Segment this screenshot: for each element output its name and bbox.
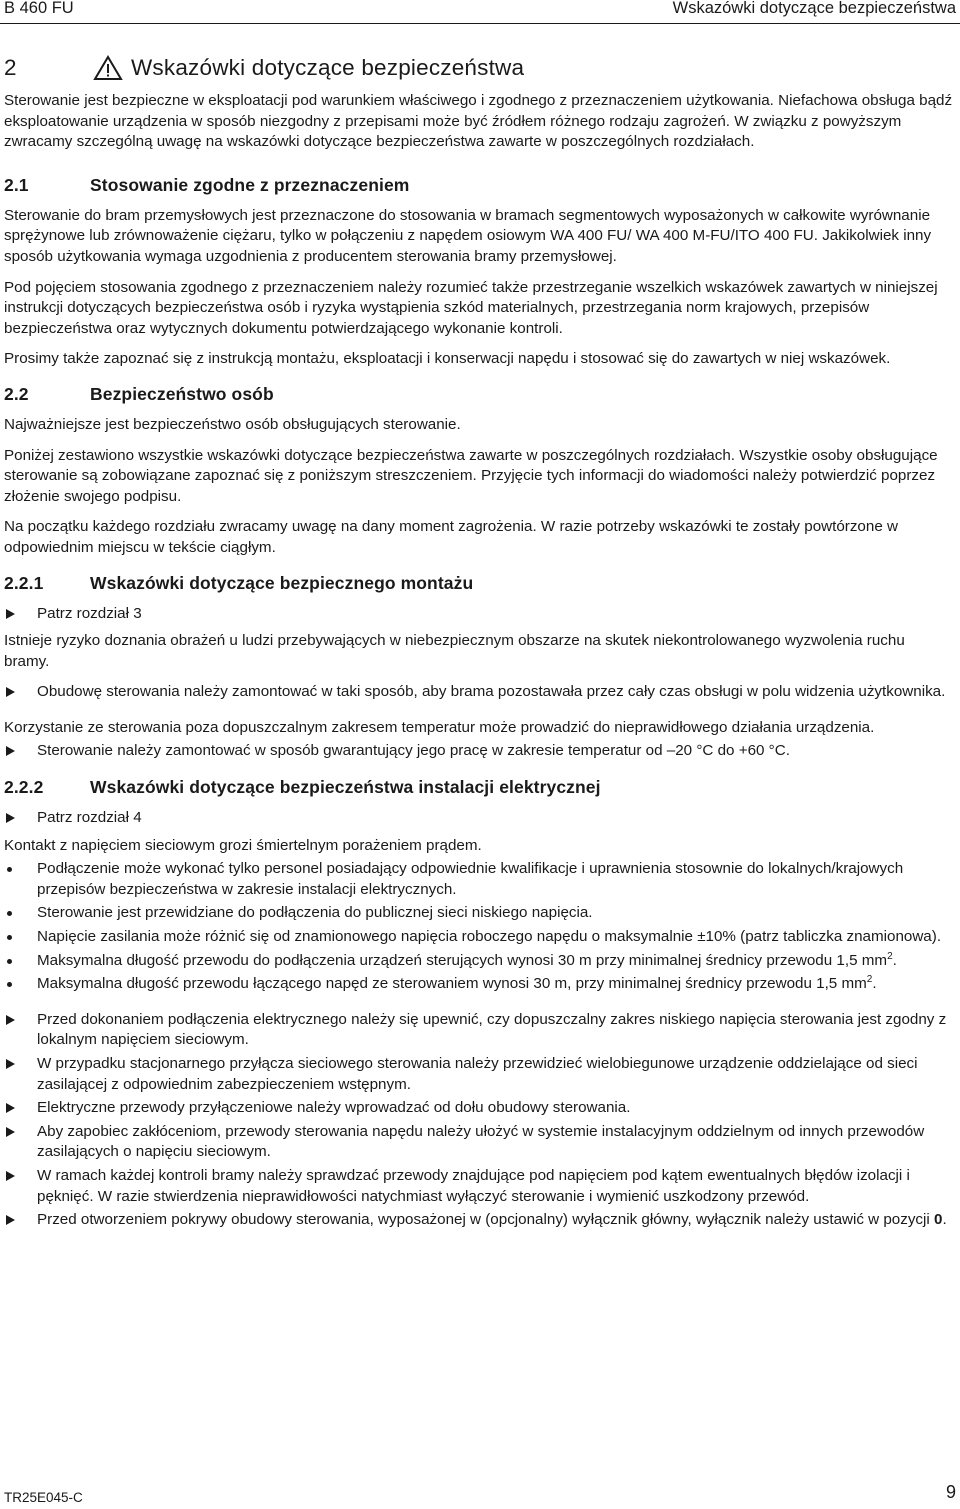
list-item (4, 1122, 954, 1163)
period: . (872, 975, 877, 993)
paragraph: Poniżej zestawiono wszystkie wskazówki dotyczące bezpieczeństwa zawarte w poszczególnych rozdziałach. Wszystkie osoby obsługujące sterowanie są zobowiązane zapoznać się z poniższym streszczeniem. Przyjęcie tych informacji do wiadomości należy potwierdzić poprzez złożenie swojego podpisu. (4, 446, 938, 505)
reference-list (4, 808, 954, 829)
section-number: 2.2.1 (4, 572, 44, 593)
section-2-heading (4, 55, 954, 81)
list-item-text: Maksymalna długość przewodu do podłączenia urządzeń sterujących wynosi 30 m przy minimalnej średnicy przewodu 1,5 mm (37, 951, 888, 969)
list-item (4, 1010, 954, 1051)
list-item (4, 903, 954, 924)
paragraph: Pod pojęciem stosowania zgodnego z przeznaczeniem należy rozumieć także przestrzeganie wszelkich wskazówek zawartych w niniejszej instrukcji dotyczących bezpieczeństwa osób i ryzyka wystąpienia szkód materialnych, przestrzegania norm krajowych, przepisów bezpieczeństwa oraz wytycznych dokumentu potwierdzającego wykonanie kontroli. (4, 278, 938, 337)
reference-list (4, 604, 954, 625)
paragraph: Prosimy także zapoznać się z instrukcją montażu, eksploatacji i konserwacji napędu i stosować się do zawartych w niej wskazówek. (4, 350, 891, 368)
list-item (4, 859, 954, 900)
page-header (0, 0, 960, 24)
list-item-text: Sterowanie jest przewidziane do podłączenia do publicznej sieci niskiego napięcia. (37, 904, 593, 922)
page-footer (0, 1484, 960, 1509)
list-item-text: W przypadku stacjonarnego przyłącza sieciowego sterowania należy przewidzieć wielobiegunowe urządzenie oddzielające od sieci zasilającej z odpowiednim zabezpieczeniem wstępnym. (37, 1055, 918, 1093)
superscript: 2 (887, 950, 893, 962)
section-number: 2.1 (4, 174, 29, 195)
list-item (4, 682, 954, 703)
header-chapter: Wskazówki dotyczące bezpieczeństwa (672, 0, 956, 17)
list-item (4, 927, 954, 948)
instruction-list (4, 682, 954, 703)
section-title: Wskazówki dotyczące bezpieczeństwa (131, 55, 525, 80)
warning-icon (93, 55, 123, 81)
list-item (4, 808, 954, 829)
list-item (4, 741, 954, 762)
section-title: Wskazówki dotyczące bezpieczeństwa instalacji elektrycznej (90, 777, 601, 798)
paragraph: Kontakt z napięciem sieciowym grozi śmiertelnym porażeniem prądem. (4, 836, 482, 854)
section-title: Stosowanie zgodne z przeznaczeniem (90, 174, 410, 195)
list-item (4, 974, 954, 995)
list-item (4, 951, 954, 972)
paragraph: Najważniejsze jest bezpieczeństwo osób obsługujących sterowanie. (4, 415, 461, 433)
list-item-text: Obudowę sterowania należy zamontować w taki sposób, aby brama pozostawała przez cały czas obsługi w polu widzenia użytkownika. (37, 683, 946, 701)
list-item-text: W ramach każdej kontroli bramy należy sprawdzać przewody znajdujące pod napięciem pod kątem ewentualnych błędów izolacji i pęknięć. W razie stwierdzenia nieprawidłowości natychmiast wyłączyć sterowanie i wymienić uszkodzony przewód. (37, 1166, 910, 1205)
list-item-text: Patrz rozdział 3 (37, 604, 142, 622)
section-title: Bezpieczeństwo osób (90, 383, 274, 404)
superscript: 2 (866, 974, 873, 986)
document-body (4, 55, 954, 1234)
switch-position: 0 (934, 1211, 943, 1229)
section-2-2-2-heading (4, 777, 954, 798)
page-number: 9 (945, 1482, 956, 1502)
list-item-text: Podłączenie może wykonać tylko personel posiadający odpowiednie kwalifikacje i uprawnienia stosownie do lokalnych/krajowych przepisów bezpieczeństwa w zakresie instalacji elektrycznych. (37, 860, 904, 898)
header-product: B 460 FU (4, 0, 74, 17)
paragraph: Korzystanie ze sterowania poza dopuszczalnym zakresem temperatur może prowadzić do nieprawidłowego działania urządzenia. (4, 718, 875, 736)
paragraph: Istnieje ryzyko doznania obrażeń u ludzi przebywających w niebezpiecznym obszarze na skutek niekontrolowanego wyzwolenia ruchu bramy. (4, 632, 905, 670)
list-item (4, 1210, 954, 1231)
bullet-list (4, 859, 954, 995)
list-item-text: Przed dokonaniem podłączenia elektrycznego należy się upewnić, czy dopuszczalny zakres niskiego napięcia sterowania jest zgodny z lokalnym napięciem sieciowym. (37, 1010, 947, 1049)
list-item-text: Elektryczne przewody przyłączeniowe należy wprowadzać od dołu obudowy sterowania. (37, 1099, 631, 1117)
list-item-text: Patrz rozdział 4 (37, 809, 142, 827)
section-title: Wskazówki dotyczące bezpiecznego montażu (90, 572, 474, 593)
instruction-list (4, 741, 954, 762)
list-item (4, 1054, 954, 1095)
instruction-list (4, 1010, 954, 1231)
section-2-2-1-heading (4, 573, 954, 594)
section-number: 2.2.2 (4, 777, 44, 798)
period: . (892, 951, 897, 969)
section-2-1-heading (4, 175, 954, 196)
section-2-2-heading (4, 384, 954, 405)
list-item-text: Sterowanie należy zamontować w sposób gwarantujący jego pracę w zakresie temperatur od –20 °C do +60 °C. (37, 742, 790, 760)
list-item-text: Aby zapobiec zakłóceniom, przewody sterowania napędu należy ułożyć w systemie instalacyjnym oddzielnym od innych przewodów zasilających o napięciu sieciowym. (37, 1122, 925, 1161)
list-item-text: Maksymalna długość przewodu łączącego napęd ze sterowaniem wynosi 30 m, przy minimalnej średnicy przewodu 1,5 mm (37, 975, 867, 993)
list-item (4, 1098, 954, 1119)
period: . (942, 1211, 947, 1229)
paragraph: Sterowanie do bram przemysłowych jest przeznaczone do stosowania w bramach segmentowych wyposażonych w całkowite wyrównanie sprężynowe lub zrównoważenie ciężaru, tylko w połączeniu z napędem osiowym WA 400 FU/ WA 400 M-FU/ITO 400 FU. Jakikolwiek inny sposób użytkowania wymaga uzgodnienia z producentem sterowania bramy przemysłowej. (4, 206, 932, 265)
list-item-text: Napięcie zasilania może różnić się od znamionowego napięcia roboczego napędu o maksymalnie ±10% (patrz tabliczka znamionowa). (37, 928, 942, 946)
list-item (4, 1166, 954, 1207)
list-item-text: Przed otworzeniem pokrywy obudowy sterowania, wyposażonej w (opcjonalny) wyłącznik główny, wyłącznik należy ustawić w pozycji (37, 1211, 934, 1229)
section-number: 2 (4, 55, 17, 80)
section-2-intro: Sterowanie jest bezpieczne w eksploatacji pod warunkiem właściwego i zgodnego z przeznaczeniem użytkowania. Niefachowa obsługa bądź eksploatowanie urządzenia w sposób niezgodny z przepisami może być źródłem różnego rodzaju zagrożeń. W związku z powyższym zwracamy szczególną uwagę na wskazówki dotyczące bezpieczeństwa zawarte w poszczególnych rozdziałach. (4, 92, 953, 151)
document-code: TR25E045-C (4, 1490, 83, 1505)
paragraph: Na początku każdego rozdziału zwracamy uwagę na dany moment zagrożenia. W razie potrzeby wskazówki te zostały powtórzone w odpowiednim miejscu w tekście ciągłym. (4, 518, 898, 556)
section-number: 2.2 (4, 383, 29, 404)
list-item (4, 604, 954, 625)
